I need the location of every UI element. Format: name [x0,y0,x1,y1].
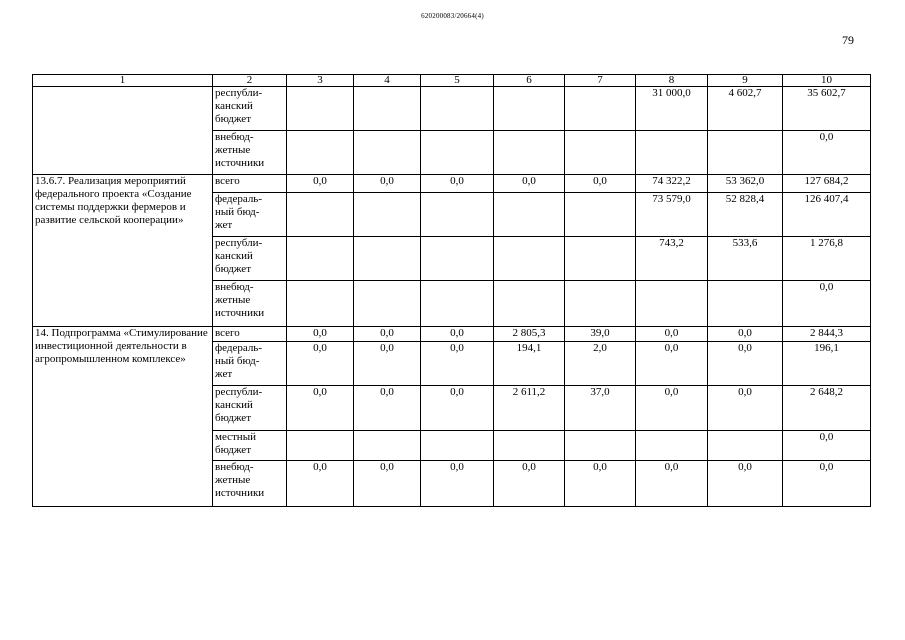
funding-source-cell: республи- канский бюджет [213,386,287,431]
value-cell [494,131,565,175]
value-cell: 2 805,3 [494,327,565,342]
value-cell [636,431,708,461]
value-cell [421,87,494,131]
value-cell: 0,0 [287,175,354,193]
value-cell [287,193,354,237]
value-cell: 194,1 [494,342,565,386]
value-cell: 0,0 [708,342,783,386]
column-header: 5 [421,75,494,87]
funding-source-cell: федераль- ный бюд- жет [213,342,287,386]
column-header: 1 [33,75,213,87]
value-cell [421,193,494,237]
value-cell [354,281,421,327]
value-cell [565,193,636,237]
value-cell [494,237,565,281]
program-name-cell: 13.6.7. Реализация мероприятий федерального проекта «Создание системы поддержки фермеров и развитие сельской кооперации» [33,175,213,327]
value-cell: 743,2 [636,237,708,281]
value-cell [354,237,421,281]
value-cell: 39,0 [565,327,636,342]
value-cell: 0,0 [565,175,636,193]
value-cell: 0,0 [494,461,565,507]
funding-source-cell: всего [213,175,287,193]
funding-source-cell: всего [213,327,287,342]
value-cell: 0,0 [421,386,494,431]
value-cell: 0,0 [287,327,354,342]
value-cell: 0,0 [783,461,871,507]
page-number: 79 [842,33,854,47]
funding-source-cell: местный бюджет [213,431,287,461]
value-cell: 53 362,0 [708,175,783,193]
value-cell: 0,0 [708,327,783,342]
column-header: 3 [287,75,354,87]
value-cell: 1 276,8 [783,237,871,281]
value-cell: 2 611,2 [494,386,565,431]
value-cell [636,131,708,175]
funding-source-cell: республи- канский бюджет [213,237,287,281]
value-cell [287,237,354,281]
value-cell: 0,0 [636,386,708,431]
value-cell: 0,0 [421,461,494,507]
value-cell [565,87,636,131]
value-cell: 74 322,2 [636,175,708,193]
program-name-cell: 14. Подпрограмма «Стимулирование инвестиционной деятельности в агропромышленном комплексе» [33,327,213,507]
value-cell: 0,0 [354,386,421,431]
value-cell [287,87,354,131]
value-cell [565,281,636,327]
value-cell: 126 407,4 [783,193,871,237]
column-header: 7 [565,75,636,87]
column-header: 10 [783,75,871,87]
value-cell [565,431,636,461]
value-cell [354,193,421,237]
value-cell: 0,0 [287,386,354,431]
value-cell [708,431,783,461]
value-cell [421,431,494,461]
value-cell: 0,0 [783,281,871,327]
value-cell: 0,0 [421,342,494,386]
value-cell: 0,0 [708,386,783,431]
value-cell [708,131,783,175]
value-cell: 0,0 [636,342,708,386]
value-cell [494,193,565,237]
table-row [33,175,871,193]
value-cell [494,87,565,131]
funding-source-cell: федераль- ный бюд- жет [213,193,287,237]
value-cell: 0,0 [636,461,708,507]
value-cell: 0,0 [783,131,871,175]
value-cell [565,131,636,175]
value-cell: 0,0 [565,461,636,507]
budget-table [32,74,871,507]
value-cell [636,281,708,327]
value-cell [354,431,421,461]
continued-block [33,87,871,175]
value-cell: 533,6 [708,237,783,281]
column-header: 8 [636,75,708,87]
funding-source-cell: внебюд- жетные источники [213,131,287,175]
column-number-row [33,75,871,87]
value-cell: 0,0 [354,327,421,342]
column-header: 9 [708,75,783,87]
block-14-subprogram [33,327,871,507]
value-cell [354,131,421,175]
funding-source-cell: внебюд- жетные источники [213,461,287,507]
value-cell: 127 684,2 [783,175,871,193]
table-row [33,327,871,342]
value-cell: 37,0 [565,386,636,431]
value-cell: 35 602,7 [783,87,871,131]
value-cell [708,281,783,327]
value-cell: 2 648,2 [783,386,871,431]
value-cell: 0,0 [783,431,871,461]
value-cell: 73 579,0 [636,193,708,237]
document-id: 620200083/20664(4) [421,12,484,20]
value-cell [354,87,421,131]
value-cell: 31 000,0 [636,87,708,131]
column-header: 4 [354,75,421,87]
value-cell: 52 828,4 [708,193,783,237]
value-cell [421,237,494,281]
value-cell [565,237,636,281]
table-row [33,87,871,131]
value-cell [421,281,494,327]
value-cell [287,431,354,461]
value-cell: 4 602,7 [708,87,783,131]
column-header: 2 [213,75,287,87]
funding-source-cell: внебюд- жетные источники [213,281,287,327]
funding-source-cell: республи- канский бюджет [213,87,287,131]
column-header: 6 [494,75,565,87]
value-cell: 0,0 [354,175,421,193]
value-cell: 0,0 [421,327,494,342]
value-cell: 0,0 [287,342,354,386]
value-cell: 196,1 [783,342,871,386]
value-cell: 0,0 [354,342,421,386]
value-cell: 0,0 [708,461,783,507]
value-cell: 0,0 [494,175,565,193]
value-cell [287,281,354,327]
value-cell [494,431,565,461]
value-cell: 0,0 [287,461,354,507]
value-cell [494,281,565,327]
value-cell [421,131,494,175]
value-cell: 0,0 [354,461,421,507]
block-13-6-7 [33,175,871,327]
value-cell [287,131,354,175]
value-cell: 2 844,3 [783,327,871,342]
value-cell: 2,0 [565,342,636,386]
value-cell: 0,0 [421,175,494,193]
value-cell: 0,0 [636,327,708,342]
program-name-cell [33,87,213,175]
